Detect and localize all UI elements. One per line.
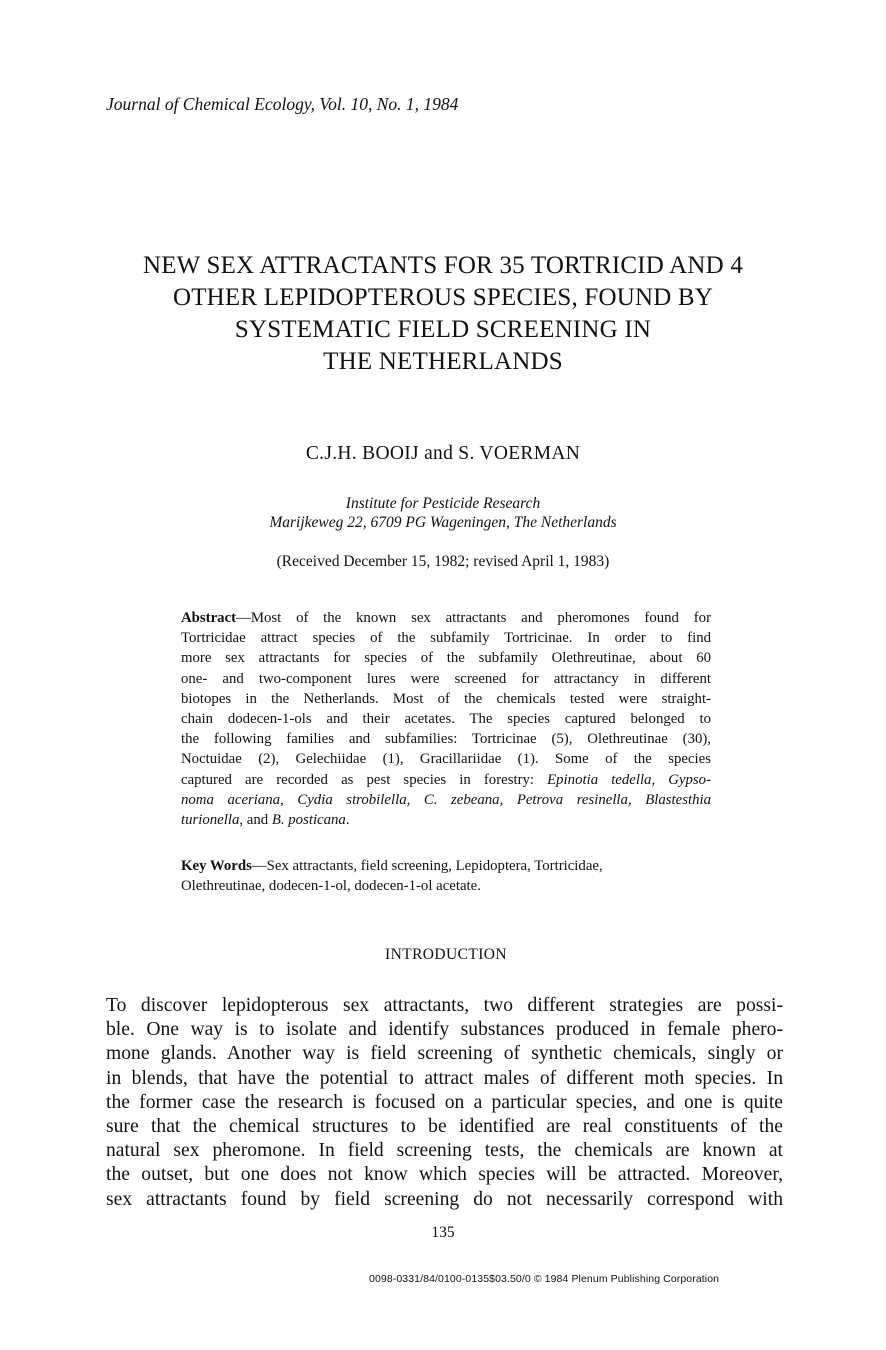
abstract-line: the following families and subfamilies: Tortricinae (5), Olethreutinae (30), <box>181 731 711 748</box>
page-number: 135 <box>431 1224 455 1241</box>
abstract-line: Tortricidae attract species of the subfamily Tortricinae. In order to find <box>181 630 711 647</box>
abstract-line <box>181 790 711 810</box>
abstract-line <box>181 810 711 830</box>
abstract-text: Most of the known sex attractants and pheromones found for <box>250 610 711 626</box>
section-heading: INTRODUCTION <box>385 946 507 963</box>
species-names: turionella <box>181 812 240 829</box>
species-names: noma aceriana, Cydia strobilella, C. zebeana, Petrova resinella, Blastesthia <box>181 791 711 808</box>
body-line: mone glands. Another way is field screening of synthetic chemicals, singly or <box>106 1043 783 1065</box>
affiliation <box>0 494 886 532</box>
species-names: Epinotia tedella, Gypso- <box>547 771 711 788</box>
abstract-label: Abstract <box>181 610 237 626</box>
key-words <box>181 856 711 896</box>
received-dates: (Received December 15, 1982; revised April 1, 1983) <box>276 553 610 570</box>
abstract-dash: — <box>236 610 251 626</box>
abstract-line: more sex attractants for species of the subfamily Olethreutinae, about 60 <box>181 650 711 667</box>
abstract-line: chain dodecen-1-ols and their acetates. The species captured belonged to <box>181 711 711 728</box>
copyright-footer: 0098-0331/84/0100-0135$03.50/0 © 1984 Plenum Publishing Corporation <box>369 1273 720 1285</box>
body-line: in blends, that have the potential to attract males of different moth species. In <box>106 1067 783 1089</box>
title-line: NEW SEX ATTRACTANTS FOR 35 TORTRICID AND 4 <box>142 252 744 279</box>
keywords-label: Key Words <box>181 858 252 874</box>
abstract-line: one- and two-component lures were screened for attractancy in different <box>181 670 711 687</box>
affiliation-address: Marijkeweg 22, 6709 PG Wageningen, The Netherlands <box>269 514 617 531</box>
body-line: the former case the research is focused on a particular species, and one is quite <box>106 1091 783 1113</box>
keywords-text: Sex attractants, field screening, Lepidoptera, Tortricidae, <box>266 858 603 874</box>
title-line: OTHER LEPIDOPTEROUS SPECIES, FOUND BY <box>172 284 714 311</box>
abstract-text: captured are recorded as pest species in forestry: <box>181 771 548 788</box>
body-line: the outset, but one does not know which species will be attracted. Moreover, <box>106 1164 783 1186</box>
species-names: B. posticana <box>271 812 346 829</box>
body-line: To discover lepidopterous sex attractants, two different strategies are possi- <box>106 995 783 1016</box>
keywords-line <box>181 856 711 876</box>
body-line: sex attractants found by field screening do not necessarily correspond with <box>106 1188 783 1210</box>
affiliation-institute: Institute for Pesticide Research <box>345 495 541 512</box>
journal-citation: Journal of Chemical Ecology, Vol. 10, No. 1, 1984 <box>106 94 459 114</box>
article-title <box>60 250 826 378</box>
abstract <box>181 608 711 830</box>
title-line: THE NETHERLANDS <box>323 348 563 375</box>
abstract-text: , and <box>239 812 272 829</box>
abstract-line <box>181 608 711 628</box>
body-text <box>106 994 783 1212</box>
abstract-line <box>181 770 711 790</box>
abstract-line: biotopes in the Netherlands. Most of the chemicals tested were straight- <box>181 690 711 707</box>
title-line: SYSTEMATIC FIELD SCREENING IN <box>234 316 652 343</box>
keywords-line: Olethreutinae, dodecen-1-ol, dodecen-1-ol acetate. <box>181 878 481 895</box>
body-line: ble. One way is to isolate and identify substances produced in female phero- <box>106 1019 783 1041</box>
body-line: sure that the chemical structures to be identified are real constituents of the <box>106 1116 783 1138</box>
abstract-line: Noctuidae (2), Gelechiidae (1), Gracillariidae (1). Some of the species <box>181 751 711 768</box>
authors: C.J.H. BOOIJ and S. VOERMAN <box>305 443 581 464</box>
body-line: natural sex pheromone. In field screening tests, the chemicals are known at <box>106 1140 783 1162</box>
abstract-text: . <box>345 812 350 829</box>
keywords-dash: — <box>251 858 267 874</box>
